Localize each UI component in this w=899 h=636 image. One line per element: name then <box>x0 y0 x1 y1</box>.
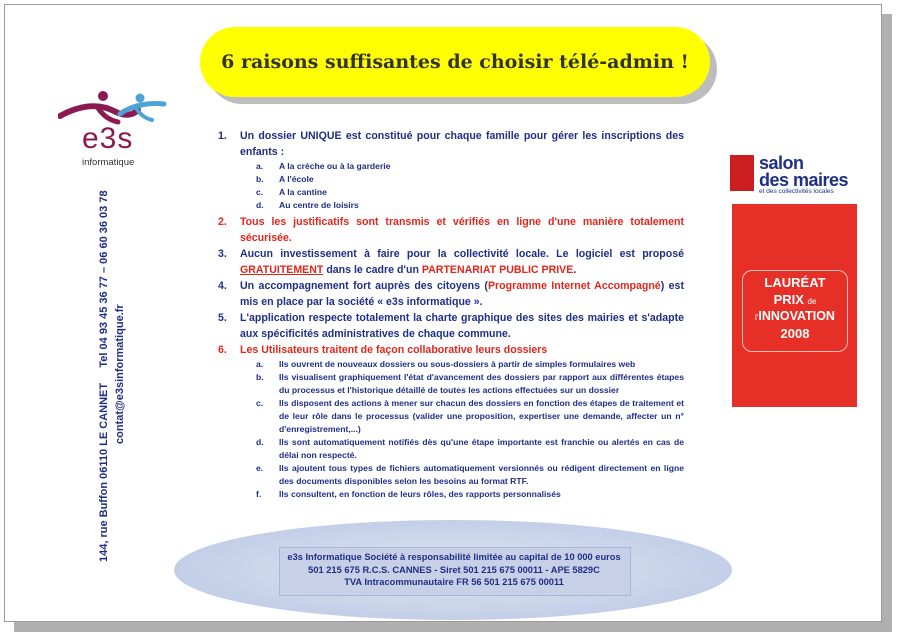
reason-6 <box>218 342 684 358</box>
sub-item <box>218 397 684 436</box>
reason-text: ) est mis en place par la société « e3s informatique ». <box>240 280 684 308</box>
reason-text: Un dossier UNIQUE est constitué pour chaque famille pour gérer les inscriptions des enfants : <box>240 130 684 158</box>
sub-letter: f. <box>256 489 262 499</box>
sub-text: A la crèche ou à la garderie <box>279 161 391 171</box>
sub-letter: d. <box>256 437 264 447</box>
reason-number: 4. <box>218 280 227 292</box>
contact-line-1 <box>98 190 110 562</box>
sub-text: A l'école <box>279 174 314 184</box>
reason-4 <box>218 278 684 310</box>
highlight-programme: Programme Internet Accompagné <box>487 280 661 292</box>
award-innovation <box>743 309 847 323</box>
highlight-gratuitement: GRATUITEMENT <box>240 264 324 276</box>
reason-number: 2. <box>218 216 227 228</box>
award-laureat: LAURÉAT <box>764 275 826 290</box>
title-banner <box>200 27 710 97</box>
award-panel <box>732 204 857 407</box>
reason-number: 3. <box>218 248 227 260</box>
reason-text: Aucun investissement à faire pour la collectivité locale. Le logiciel est proposé <box>240 248 684 260</box>
highlight-partenariat: PARTENARIAT PUBLIC PRIVE <box>421 264 574 276</box>
logo-name: e3s <box>82 122 134 155</box>
award-prix <box>743 292 847 307</box>
award-innovation-label: INNOVATION <box>758 309 835 323</box>
reason-2 <box>218 214 684 246</box>
sub-letter: e. <box>256 463 264 473</box>
footer-legal <box>279 551 629 589</box>
sub-letter: b. <box>256 174 264 184</box>
salon-header <box>730 155 857 200</box>
logo-subtitle: informatique <box>82 157 135 168</box>
sub-text: Ils consultent, en fonction de leurs rôles, des rapports personnalisés <box>279 489 561 499</box>
award-de: de <box>807 297 817 306</box>
reason-text: . <box>573 264 577 276</box>
contact-email[interactable]: contat@e3sinformatique.fr <box>114 304 126 444</box>
sub-text: Ils ouvrent de nouveaux dossiers ou sous-dossiers à partir de simples formulaires web <box>279 359 636 369</box>
salon-logo-icon <box>730 155 754 191</box>
sub-letter: a. <box>256 359 264 369</box>
sub-item <box>218 358 684 371</box>
sub-letter: a. <box>256 161 264 171</box>
reason-text: Un accompagnement fort auprès des citoyens ( <box>240 280 488 292</box>
sub-item <box>218 199 684 212</box>
reason-text: Tous les justificatifs sont transmis et vérifiés en ligne d'une manière totalement sécurisée. <box>240 216 684 244</box>
award-innov-prefix: l' <box>755 313 759 322</box>
reason-number: 5. <box>218 312 227 324</box>
contact-phone: Tel 04 93 45 36 77 – 06 60 36 03 78 <box>98 190 110 368</box>
sub-letter: c. <box>256 187 264 197</box>
sub-item <box>218 462 684 488</box>
contact-address: 144, rue Buffon 06110 LE CANNET <box>98 382 110 562</box>
reason-3 <box>218 246 684 278</box>
page-title: 6 raisons suffisantes de choisir télé-admin ! <box>221 51 689 73</box>
footer-line-2: 501 215 675 R.C.S. CANNES - Siret 501 215 675 00011 - APE 5829C <box>308 564 600 575</box>
sub-item <box>218 488 684 501</box>
reason-text: Les Utilisateurs traitent de façon collaborative leurs dossiers <box>240 344 548 356</box>
sub-item <box>218 436 684 462</box>
award-box <box>742 270 848 352</box>
reason-1 <box>218 128 684 160</box>
award-year: 2008 <box>780 326 810 341</box>
footer-line-1: e3s Informatique Société à responsabilité limitée au capital de 10 000 euros <box>287 552 621 562</box>
salon-title-1: salon <box>759 153 804 173</box>
sub-letter: b. <box>256 372 264 382</box>
sub-item <box>218 371 684 397</box>
award-prix-label: PRIX <box>773 292 804 307</box>
sub-item <box>218 160 684 173</box>
sub-letter: d. <box>256 200 264 210</box>
footer-line-3: TVA Intracommunautaire FR 56 501 215 675 00011 <box>344 577 564 587</box>
reason-text: L'application respecte totalement la charte graphique des sites des mairies et s'adapte aux spécificités administratives de chaque commune. <box>240 312 684 340</box>
sub-text: Ils visualisent graphiquement l'état d'avancement des dossiers par rapport aux différentes étapes du processus et l'historique détaillé de toutes les actions effectuées sur un dossier <box>279 372 684 395</box>
salon-des-maires-badge <box>730 155 857 405</box>
reason-number: 1. <box>218 130 227 142</box>
salon-title-2: des maires <box>759 170 849 190</box>
sub-item <box>218 173 684 186</box>
sub-text: A la cantine <box>279 187 327 197</box>
reason-text: dans le cadre d'un <box>323 264 422 276</box>
salon-subtitle: et des collectivités locales <box>759 188 834 195</box>
reason-5 <box>218 310 684 342</box>
reasons-list <box>218 128 684 501</box>
sub-text: Ils ajoutent tous types de fichiers automatiquement versionnés ou rédigent directement en ligne des documents disponibles selon les besoins au format RTF. <box>279 463 684 486</box>
reason-number: 6. <box>218 344 227 356</box>
sub-text: Au centre de loisirs <box>279 200 359 210</box>
sub-item <box>218 186 684 199</box>
sub-text: Ils sont automatiquement notifiés dès qu'une étape importante est franchie ou alertés en cas de délai non respecté. <box>279 437 684 460</box>
sub-text: Ils disposent des actions à mener sur chacun des dossiers en fonction des étapes de traitement et de leur rôle dans le processus (valider une proposition, expertiser une demande, affecter un n° d'enregistrement,...) <box>279 398 684 434</box>
sub-letter: c. <box>256 398 264 408</box>
